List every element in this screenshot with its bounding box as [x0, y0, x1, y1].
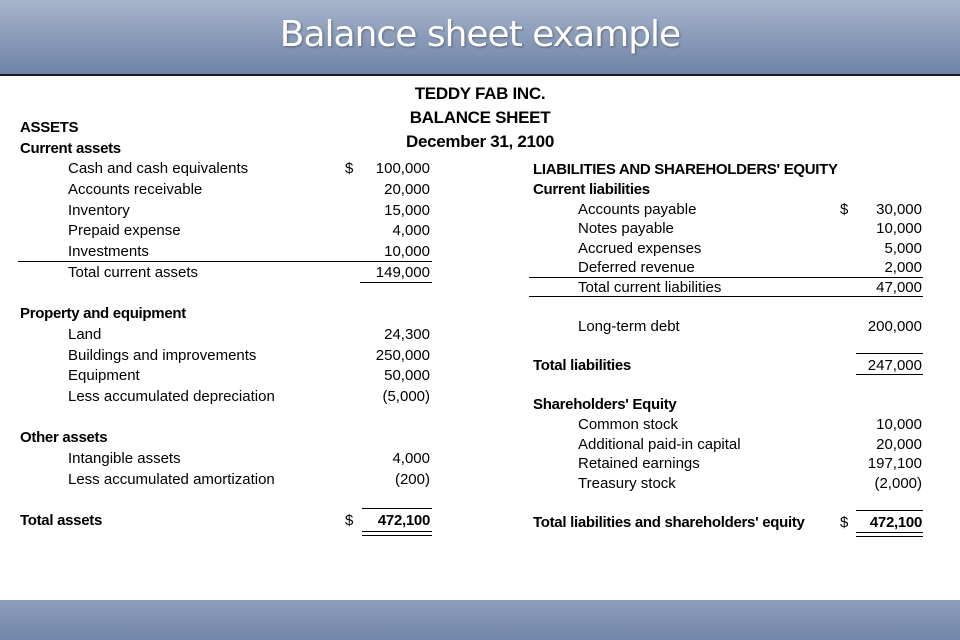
total-current-liabilities-label: Total current liabilities — [578, 279, 722, 296]
liabilities-heading: LIABILITIES AND SHAREHOLDERS' EQUITY — [533, 161, 838, 178]
asset-value: 4,000 — [392, 222, 430, 239]
current-liabilities-heading: Current liabilities — [533, 181, 650, 198]
total-rule — [360, 282, 432, 283]
double-rule — [856, 536, 923, 537]
equity-value: 10,000 — [876, 416, 922, 433]
total-rule — [856, 510, 923, 511]
double-rule — [856, 532, 923, 533]
statement-date: December 31, 2100 — [405, 132, 554, 151]
double-rule — [362, 535, 432, 536]
equity-label: Common stock — [578, 416, 679, 433]
asset-value: (5,000) — [382, 388, 430, 405]
total-current-assets-value: 149,000 — [375, 264, 430, 281]
equity-label: Additional paid-in capital — [578, 436, 741, 453]
asset-label: Investments — [68, 243, 149, 260]
currency-symbol: $ — [840, 514, 849, 531]
equity-heading: Shareholders' Equity — [533, 396, 677, 413]
liability-label: Accounts payable — [578, 201, 697, 218]
asset-value: 50,000 — [384, 367, 430, 384]
statement-title: BALANCE SHEET — [409, 108, 551, 127]
asset-label: Intangible assets — [68, 450, 181, 467]
asset-value: 10,000 — [384, 243, 430, 260]
total-rule — [529, 296, 923, 297]
footer-banner — [0, 600, 960, 640]
asset-label: Land — [68, 326, 102, 343]
double-rule — [362, 531, 432, 532]
current-assets-heading: Current assets — [20, 140, 121, 157]
total-rule — [856, 374, 923, 375]
long-term-debt-label: Long-term debt — [578, 318, 680, 335]
liability-label: Accrued expenses — [578, 240, 702, 257]
asset-value: 4,000 — [392, 450, 430, 467]
total-current-liabilities-value: 47,000 — [876, 279, 922, 296]
subtotal-rule — [529, 277, 923, 278]
asset-value: 100,000 — [375, 160, 430, 177]
company-name: TEDDY FAB INC. — [414, 84, 546, 103]
equity-value: (2,000) — [874, 475, 922, 492]
total-current-assets-label: Total current assets — [68, 264, 199, 281]
currency-symbol: $ — [840, 201, 849, 218]
liability-value: 30,000 — [876, 201, 922, 218]
long-term-debt-value: 200,000 — [867, 318, 922, 335]
slide-title: Balance sheet example — [279, 14, 681, 55]
liability-value: 5,000 — [884, 240, 922, 257]
equity-value: 197,100 — [867, 455, 922, 472]
asset-label: Less accumulated amortization — [68, 471, 275, 488]
total-assets-label: Total assets — [20, 512, 102, 529]
asset-value: (200) — [394, 471, 430, 488]
asset-value: 24,300 — [384, 326, 430, 343]
assets-heading: ASSETS — [20, 119, 79, 136]
asset-value: 20,000 — [384, 181, 430, 198]
asset-label: Equipment — [68, 367, 140, 384]
grand-total-value: 472,100 — [869, 514, 922, 531]
equity-value: 20,000 — [876, 436, 922, 453]
subtotal-rule — [18, 261, 432, 262]
asset-label: Cash and cash equivalents — [68, 160, 249, 177]
liability-label: Notes payable — [578, 220, 674, 237]
liability-label: Deferred revenue — [578, 259, 695, 276]
asset-label: Less accumulated depreciation — [68, 388, 275, 405]
asset-label: Accounts receivable — [68, 181, 203, 198]
asset-value: 15,000 — [384, 202, 430, 219]
total-assets-value: 472,100 — [377, 512, 430, 529]
total-liabilities-label: Total liabilities — [533, 357, 631, 374]
asset-label: Prepaid expense — [68, 222, 181, 239]
grand-total-label: Total liabilities and shareholders' equity — [533, 514, 805, 531]
asset-label: Inventory — [68, 202, 130, 219]
liability-value: 10,000 — [876, 220, 922, 237]
asset-label: Buildings and improvements — [68, 347, 257, 364]
currency-symbol: $ — [345, 160, 354, 177]
equity-label: Retained earnings — [578, 455, 700, 472]
other-assets-heading: Other assets — [20, 429, 108, 446]
asset-value: 250,000 — [375, 347, 430, 364]
property-heading: Property and equipment — [20, 305, 186, 322]
liability-value: 2,000 — [884, 259, 922, 276]
equity-label: Treasury stock — [578, 475, 676, 492]
total-rule — [856, 353, 923, 354]
currency-symbol: $ — [345, 512, 354, 529]
total-rule — [362, 508, 432, 509]
total-liabilities-value: 247,000 — [867, 357, 922, 374]
